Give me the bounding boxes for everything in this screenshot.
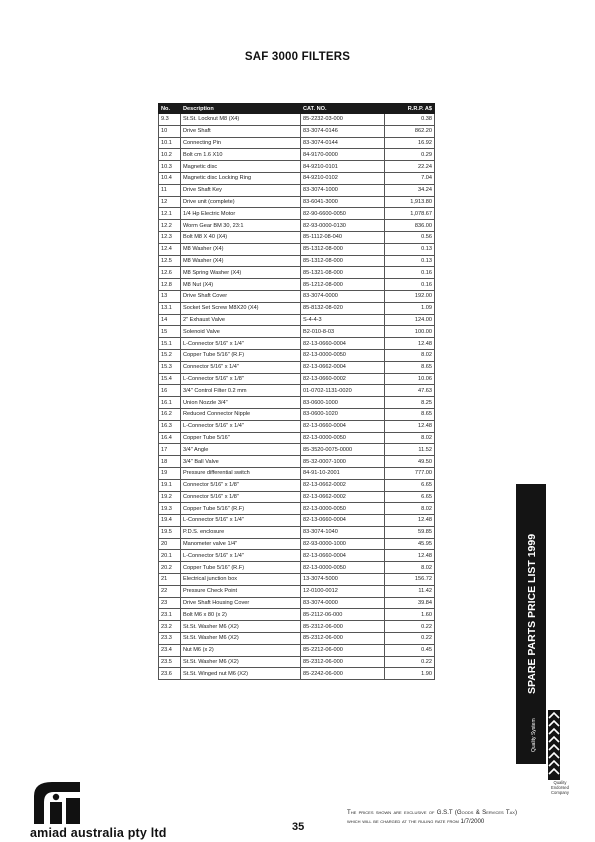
cell-cat-no: 85-8132-08-020 (301, 302, 385, 314)
table-row (159, 526, 435, 538)
cell-rrp: 8.02 (385, 562, 435, 574)
table-row (159, 338, 435, 350)
cell-description: Drive unit (complete) (181, 196, 301, 208)
cell-no: 23.4 (159, 644, 181, 656)
table-row (159, 137, 435, 149)
cell-rrp: 8.25 (385, 397, 435, 409)
cell-no: 19.5 (159, 526, 181, 538)
cell-no: 10.2 (159, 149, 181, 161)
cell-cat-no: 85-2212-06-000 (301, 644, 385, 656)
cell-cat-no: 83-3074-0144 (301, 137, 385, 149)
cell-rrp: 7.04 (385, 172, 435, 184)
table-row (159, 326, 435, 338)
cell-description: Solenoid Valve (181, 326, 301, 338)
cell-no: 23.5 (159, 656, 181, 668)
table-row (159, 408, 435, 420)
cell-cat-no: 83-0600-1020 (301, 408, 385, 420)
cell-rrp: 1.90 (385, 668, 435, 680)
table-row (159, 491, 435, 503)
table-row (159, 456, 435, 468)
cell-rrp: 59.85 (385, 526, 435, 538)
cell-description: Electrical junction box (181, 574, 301, 586)
cell-description: Connector 5/16" x 1/8" (181, 479, 301, 491)
cell-cat-no: 85-2232-03-000 (301, 114, 385, 126)
cell-cat-no: 85-1112-08-040 (301, 231, 385, 243)
table-row (159, 515, 435, 527)
cell-description: St.St. Washer M6 (X2) (181, 656, 301, 668)
cell-rrp: 39.84 (385, 597, 435, 609)
quality-endorsed-note (540, 780, 580, 795)
table-row (159, 656, 435, 668)
cell-no: 19 (159, 467, 181, 479)
cell-rrp: 47.63 (385, 385, 435, 397)
cell-no: 12 (159, 196, 181, 208)
cell-rrp: 0.38 (385, 114, 435, 126)
cell-cat-no: 84-9210-0102 (301, 172, 385, 184)
cell-rrp: 11.52 (385, 444, 435, 456)
cell-no: 15.2 (159, 349, 181, 361)
cell-description: 2" Exhaust Valve (181, 314, 301, 326)
cell-cat-no: 82-93-0000-0130 (301, 220, 385, 232)
cell-rrp: 12.48 (385, 515, 435, 527)
cell-description: Connecting Pin (181, 137, 301, 149)
cell-cat-no: 82-13-0660-0004 (301, 515, 385, 527)
cell-description: Connector 5/16" x 1/4" (181, 361, 301, 373)
cell-cat-no: 84-9170-0000 (301, 149, 385, 161)
cell-description: Magnetic disc Locking Ring (181, 172, 301, 184)
cell-no: 9.3 (159, 114, 181, 126)
cell-description: Reduced Connector Nipple (181, 408, 301, 420)
table-row (159, 597, 435, 609)
table-row (159, 467, 435, 479)
cell-no: 19.3 (159, 503, 181, 515)
cell-description: Pressure Check Point (181, 585, 301, 597)
cell-description: 3/4" Ball Valve (181, 456, 301, 468)
cell-description: St.St. Locknut M8 (X4) (181, 114, 301, 126)
table-row (159, 114, 435, 126)
cell-rrp: 0.16 (385, 267, 435, 279)
cell-description: Copper Tube 5/16" (R.F) (181, 503, 301, 515)
cell-rrp: 8.65 (385, 361, 435, 373)
cell-no: 10.1 (159, 137, 181, 149)
table-row (159, 668, 435, 680)
gst-footnote: The prices shown are exclusive of G.S.T (Goods & Services Tax) which will be charged at the ruling rate from 1/7/2000 (347, 809, 517, 825)
table-row (159, 243, 435, 255)
cell-description: M8 Spring Washer (X4) (181, 267, 301, 279)
table-row (159, 361, 435, 373)
table-row (159, 172, 435, 184)
table-row (159, 255, 435, 267)
cell-cat-no: 83-3074-0000 (301, 597, 385, 609)
cell-rrp: 100.00 (385, 326, 435, 338)
cell-no: 15.4 (159, 373, 181, 385)
cell-no: 20 (159, 538, 181, 550)
cell-rrp: 156.72 (385, 574, 435, 586)
cell-description: Socket Set Screw M8X20 (X4) (181, 302, 301, 314)
cell-description: St.St. Winged nut M6 (X2) (181, 668, 301, 680)
cell-no: 22 (159, 585, 181, 597)
cell-cat-no: 83-3074-0146 (301, 125, 385, 137)
cell-no: 23.3 (159, 633, 181, 645)
cell-rrp: 8.02 (385, 349, 435, 361)
cell-description: L-Connector 5/16" x 1/8" (181, 373, 301, 385)
cell-cat-no: 83-3074-0000 (301, 290, 385, 302)
column-header-rrp: R.R.P. A$ (385, 104, 435, 114)
cell-no: 16.1 (159, 397, 181, 409)
cell-cat-no: 82-13-0660-0002 (301, 373, 385, 385)
cell-no: 12.1 (159, 208, 181, 220)
page-title: SAF 3000 FILTERS (244, 51, 351, 63)
cell-rrp: 0.13 (385, 255, 435, 267)
cell-description: Union Nozzle 3/4" (181, 397, 301, 409)
cell-description: Bolt M6 x 80 (x 2) (181, 609, 301, 621)
cell-description: L-Connector 5/16" x 1/4" (181, 550, 301, 562)
cell-cat-no: 83-0600-1000 (301, 397, 385, 409)
cell-cat-no: 84-9210-0101 (301, 161, 385, 173)
table-row (159, 420, 435, 432)
cell-cat-no: 82-13-0000-0050 (301, 432, 385, 444)
cell-rrp: 836.00 (385, 220, 435, 232)
cell-cat-no: 82-13-0000-0050 (301, 562, 385, 574)
cell-no: 16.3 (159, 420, 181, 432)
table-row (159, 444, 435, 456)
side-banner (516, 484, 546, 764)
cell-description: P.D.S. enclosure (181, 526, 301, 538)
cell-cat-no: 82-93-0000-1000 (301, 538, 385, 550)
cell-no: 10.3 (159, 161, 181, 173)
cell-description: M8 Nut (X4) (181, 279, 301, 291)
cell-no: 12.8 (159, 279, 181, 291)
price-table (158, 103, 435, 680)
cell-no: 12.3 (159, 231, 181, 243)
cell-cat-no: 01-0702-1131-0020 (301, 385, 385, 397)
cell-no: 21 (159, 574, 181, 586)
cell-rrp: 12.48 (385, 550, 435, 562)
table-row (159, 279, 435, 291)
cell-no: 11 (159, 184, 181, 196)
table-row (159, 538, 435, 550)
cell-description: Drive Shaft (181, 125, 301, 137)
cell-cat-no: 82-90-6600-0050 (301, 208, 385, 220)
cell-description: L-Connector 5/16" x 1/4" (181, 338, 301, 350)
cell-cat-no: 85-2312-06-000 (301, 621, 385, 633)
cell-cat-no: 82-13-0660-0004 (301, 420, 385, 432)
cell-rrp: 8.02 (385, 432, 435, 444)
cell-cat-no: 84-91-10-2001 (301, 467, 385, 479)
cell-rrp: 45.95 (385, 538, 435, 550)
cell-cat-no: 85-1212-08-000 (301, 279, 385, 291)
cell-description: Copper Tube 5/16" (R.F) (181, 349, 301, 361)
cell-description: Copper Tube 5/16" (R.F) (181, 562, 301, 574)
table-row (159, 385, 435, 397)
company-name: amiad australia pty ltd (30, 826, 167, 840)
cell-rrp: 0.13 (385, 243, 435, 255)
cell-rrp: 10.06 (385, 373, 435, 385)
cell-no: 23.1 (159, 609, 181, 621)
cell-no: 23 (159, 597, 181, 609)
cell-description: M8 Washer (X4) (181, 255, 301, 267)
table-row (159, 149, 435, 161)
cell-no: 20.1 (159, 550, 181, 562)
cell-no: 10 (159, 125, 181, 137)
cell-description: St.St. Washer M6 (X2) (181, 621, 301, 633)
cell-no: 17 (159, 444, 181, 456)
cell-description: Drive Shaft Key (181, 184, 301, 196)
table-row (159, 208, 435, 220)
cell-cat-no: 85-2312-06-000 (301, 633, 385, 645)
table-row (159, 432, 435, 444)
cell-no: 13 (159, 290, 181, 302)
cell-description: M8 Washer (X4) (181, 243, 301, 255)
table-row (159, 161, 435, 173)
table-row (159, 349, 435, 361)
cell-rrp: 0.22 (385, 633, 435, 645)
cell-description: Drive Shaft Housing Cover (181, 597, 301, 609)
cell-description: 1/4 Hp Electric Motor (181, 208, 301, 220)
cell-rrp: 1,913.80 (385, 196, 435, 208)
cell-rrp: 0.16 (385, 279, 435, 291)
cell-description: L-Connector 5/16" x 1/4" (181, 515, 301, 527)
cell-no: 12.5 (159, 255, 181, 267)
cell-rrp: 1.60 (385, 609, 435, 621)
cell-no: 12.2 (159, 220, 181, 232)
cell-cat-no: 82-13-0662-0002 (301, 479, 385, 491)
cell-description: Magnetic disc (181, 161, 301, 173)
cell-rrp: 0.45 (385, 644, 435, 656)
table-row (159, 267, 435, 279)
cell-no: 20.2 (159, 562, 181, 574)
quality-line: Quality (553, 780, 567, 785)
cell-rrp: 8.65 (385, 408, 435, 420)
table-row (159, 644, 435, 656)
cell-description: 3/4" Control Filter 0.2 mm (181, 385, 301, 397)
table-row (159, 479, 435, 491)
cell-rrp: 11.42 (385, 585, 435, 597)
cell-cat-no: 83-3074-1000 (301, 184, 385, 196)
cell-rrp: 0.56 (385, 231, 435, 243)
cell-cat-no: 83-3074-1040 (301, 526, 385, 538)
table-row (159, 373, 435, 385)
cell-description: Connector 5/16" x 1/8" (181, 491, 301, 503)
cell-rrp: 6.65 (385, 491, 435, 503)
cell-description: L-Connector 5/16" x 1/4" (181, 420, 301, 432)
cell-no: 19.2 (159, 491, 181, 503)
cell-cat-no: 82-13-0660-0004 (301, 338, 385, 350)
cell-no: 19.4 (159, 515, 181, 527)
cell-rrp: 0.29 (385, 149, 435, 161)
table-row (159, 550, 435, 562)
cell-no: 19.1 (159, 479, 181, 491)
cell-cat-no: 82-13-0000-0050 (301, 349, 385, 361)
cell-no: 12.6 (159, 267, 181, 279)
cell-rrp: 124.00 (385, 314, 435, 326)
table-row (159, 397, 435, 409)
cell-rrp: 6.65 (385, 479, 435, 491)
cell-rrp: 12.48 (385, 338, 435, 350)
column-header-no: No. (159, 104, 181, 114)
cell-description: Copper Tube 5/16" (181, 432, 301, 444)
cell-description: Worm Gear BM 30, 23:1 (181, 220, 301, 232)
side-banner-title: SPARE PARTS PRICE LIST 1999 (526, 533, 538, 694)
cell-description: Bolt M8 X 40 (X4) (181, 231, 301, 243)
cell-cat-no: 85-1312-08-000 (301, 243, 385, 255)
cell-description: St.St. Washer M6 (X2) (181, 633, 301, 645)
table-row (159, 562, 435, 574)
cell-description: Nut M6 (x 2) (181, 644, 301, 656)
cell-rrp: 862.20 (385, 125, 435, 137)
table-body (159, 114, 435, 680)
column-header-description: Description (181, 104, 301, 114)
amiad-logo-icon (30, 778, 84, 828)
side-banner-svg (516, 484, 546, 764)
quality-line: Company (551, 790, 569, 795)
cell-cat-no: 82-13-0662-0004 (301, 361, 385, 373)
cell-cat-no: 83-6041-3000 (301, 196, 385, 208)
cell-rrp: 1,078.67 (385, 208, 435, 220)
cell-cat-no: 85-32-0007-1000 (301, 456, 385, 468)
cell-rrp: 777.00 (385, 467, 435, 479)
cell-no: 16.4 (159, 432, 181, 444)
cell-cat-no: 12-0100-0012 (301, 585, 385, 597)
cell-rrp: 22.24 (385, 161, 435, 173)
cell-cat-no: 85-2112-06-000 (301, 609, 385, 621)
cell-rrp: 49.50 (385, 456, 435, 468)
column-header-cat-no: CAT. NO. (301, 104, 385, 114)
cell-rrp: 0.22 (385, 656, 435, 668)
table-row (159, 302, 435, 314)
cell-cat-no: 85-1321-08-000 (301, 267, 385, 279)
table-row (159, 574, 435, 586)
page-number: 35 (292, 821, 305, 833)
cell-rrp: 192.00 (385, 290, 435, 302)
table-row (159, 196, 435, 208)
cell-rrp: 0.22 (385, 621, 435, 633)
table-row (159, 184, 435, 196)
cell-cat-no: 85-1312-08-000 (301, 255, 385, 267)
table-row (159, 314, 435, 326)
chevron-stripe-icon (548, 710, 560, 780)
cell-no: 14 (159, 314, 181, 326)
table-row (159, 290, 435, 302)
table-row (159, 503, 435, 515)
cell-cat-no: 82-13-0662-0002 (301, 491, 385, 503)
cell-cat-no: 82-13-0000-0050 (301, 503, 385, 515)
cell-no: 15.1 (159, 338, 181, 350)
cell-description: 3/4" Angle (181, 444, 301, 456)
cell-no: 16.2 (159, 408, 181, 420)
side-banner-tag: Quality System (531, 718, 537, 752)
cell-no: 10.4 (159, 172, 181, 184)
cell-rrp: 12.48 (385, 420, 435, 432)
table-row (159, 125, 435, 137)
table-row (159, 585, 435, 597)
cell-no: 23.6 (159, 668, 181, 680)
cell-description: Drive Shaft Cover (181, 290, 301, 302)
cell-rrp: 16.92 (385, 137, 435, 149)
cell-rrp: 34.24 (385, 184, 435, 196)
table-row (159, 609, 435, 621)
cell-cat-no: 85-2242-06-000 (301, 668, 385, 680)
cell-no: 16 (159, 385, 181, 397)
cell-cat-no: B2-010-8-03 (301, 326, 385, 338)
table-header-row (159, 104, 435, 114)
table-row (159, 220, 435, 232)
table-row (159, 231, 435, 243)
cell-cat-no: 82-13-0660-0004 (301, 550, 385, 562)
cell-description: Manometer valve 1/4" (181, 538, 301, 550)
cell-rrp: 1.09 (385, 302, 435, 314)
cell-cat-no: 13-3074-5000 (301, 574, 385, 586)
cell-no: 18 (159, 456, 181, 468)
cell-no: 15.3 (159, 361, 181, 373)
table-row (159, 621, 435, 633)
cell-no: 23.2 (159, 621, 181, 633)
quality-line: Endorsed (551, 785, 569, 790)
cell-no: 13.1 (159, 302, 181, 314)
cell-no: 15 (159, 326, 181, 338)
cell-description: Bolt cm 1.6 X10 (181, 149, 301, 161)
cell-cat-no: 85-2312-06-000 (301, 656, 385, 668)
cell-cat-no: S-4-4-3 (301, 314, 385, 326)
cell-description: Pressure differential switch (181, 467, 301, 479)
cell-no: 12.4 (159, 243, 181, 255)
cell-rrp: 8.02 (385, 503, 435, 515)
cell-cat-no: 85-3520-0075-0000 (301, 444, 385, 456)
table-row (159, 633, 435, 645)
